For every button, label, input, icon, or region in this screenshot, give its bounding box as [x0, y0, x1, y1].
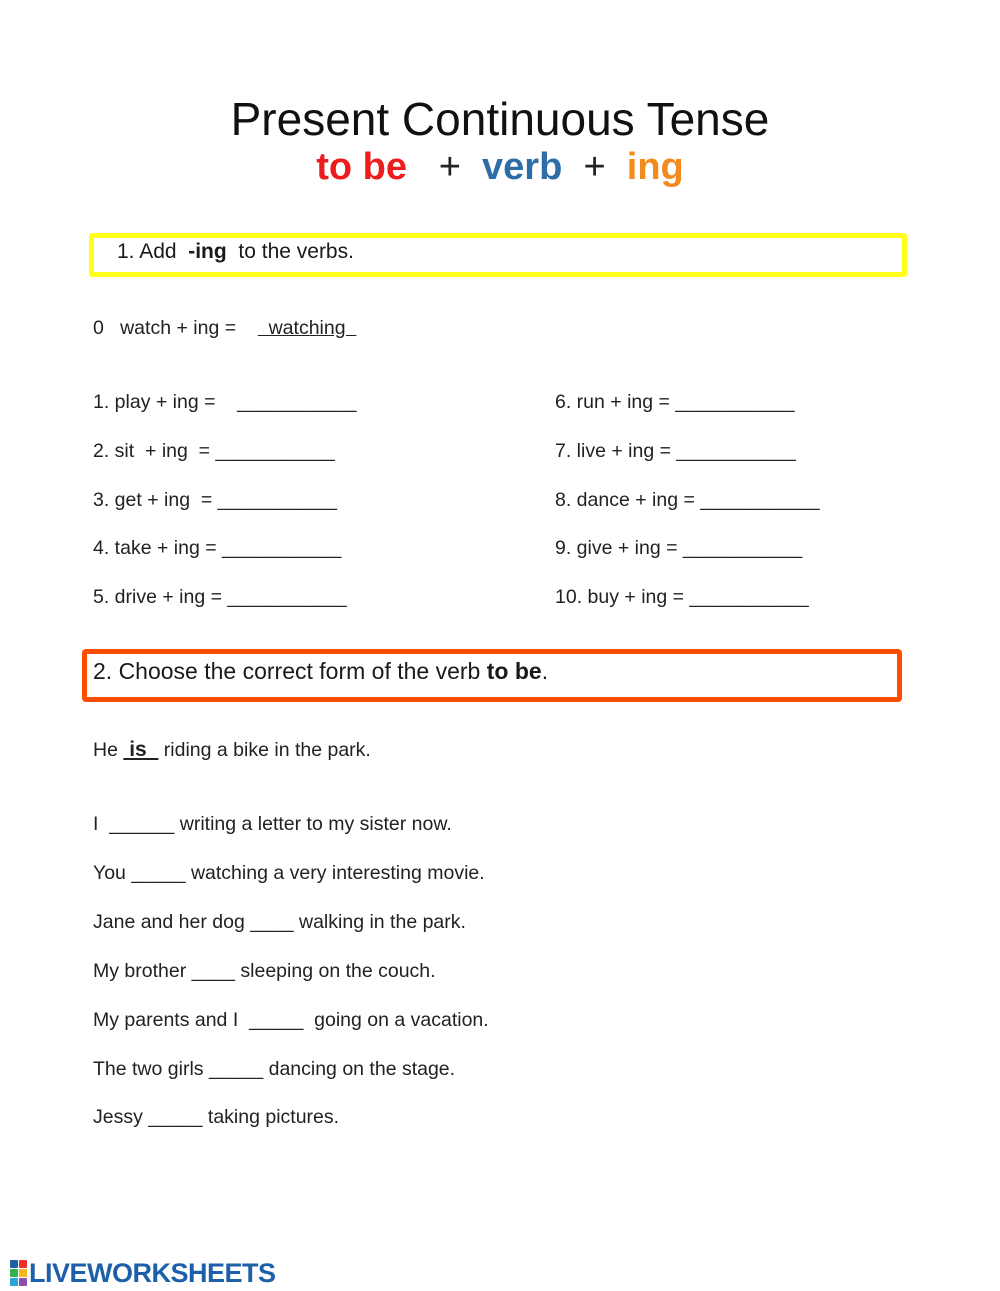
section1-item-1[interactable]: 1. play + ing = ___________ — [93, 391, 357, 413]
section1-item-4[interactable]: 4. take + ing = ___________ — [93, 537, 342, 559]
section2-example-after: riding a bike in the park. — [158, 739, 371, 761]
section1-item-5[interactable]: 5. drive + ing = ___________ — [93, 586, 347, 608]
section1-item-7[interactable]: 7. live + ing = ___________ — [555, 440, 796, 462]
formula-ing: ing — [626, 146, 684, 188]
section1-item-8[interactable]: 8. dance + ing = ___________ — [555, 489, 820, 511]
formula-plus-1: + — [438, 146, 461, 188]
section2-heading-prefix: 2. Choose the correct form of the verb — [93, 658, 487, 684]
section2-heading-suffix: . — [541, 658, 549, 684]
section2-heading — [93, 658, 548, 685]
formula-plus-2: + — [583, 146, 606, 188]
section2-item-1[interactable]: I ______ writing a letter to my sister now. — [93, 813, 452, 835]
formula-verb: verb — [482, 146, 563, 188]
logo-text: LIVEWORKSHEETS — [29, 1257, 276, 1288]
section1-heading — [117, 240, 354, 264]
section1-heading-bold: -ing — [188, 240, 227, 263]
section2-heading-bold: to be — [486, 658, 542, 684]
section1-item-3[interactable]: 3. get + ing = ___________ — [93, 489, 337, 511]
section2-item-5[interactable]: My parents and I _____ going on a vacation. — [93, 1009, 489, 1031]
section2-item-6[interactable]: The two girls _____ dancing on the stage. — [93, 1058, 456, 1080]
section2-item-3[interactable]: Jane and her dog ____ walking in the park. — [93, 911, 466, 933]
section2-example-answer: is — [123, 738, 159, 761]
formula-to-be: to be — [316, 146, 408, 188]
section1-item-6[interactable]: 6. run + ing = ___________ — [555, 391, 795, 413]
section1-example — [93, 317, 356, 340]
section2-item-4[interactable]: My brother ____ sleeping on the couch. — [93, 960, 436, 982]
section1-item-9[interactable]: 9. give + ing = ___________ — [555, 537, 803, 559]
section1-heading-prefix: 1. Add — [117, 240, 189, 263]
section2-item-2[interactable]: You _____ watching a very interesting movie. — [93, 862, 485, 884]
section2-example-before: He — [93, 739, 124, 761]
liveworksheets-logo-icon — [10, 1260, 27, 1286]
page-title: Present Continuous Tense — [230, 93, 770, 145]
section1-heading-suffix: to the verbs. — [226, 240, 354, 263]
section1-item-10[interactable]: 10. buy + ing = ___________ — [555, 586, 809, 608]
section2-example — [93, 738, 371, 762]
section2-item-7[interactable]: Jessy _____ taking pictures. — [93, 1106, 340, 1128]
liveworksheets-logo[interactable] — [10, 1258, 276, 1288]
section1-example-answer: watching — [257, 317, 357, 339]
section1-item-2[interactable]: 2. sit + ing = ___________ — [93, 440, 335, 462]
section1-example-label: 0 watch + ing = — [93, 317, 258, 339]
formula — [0, 146, 1000, 189]
